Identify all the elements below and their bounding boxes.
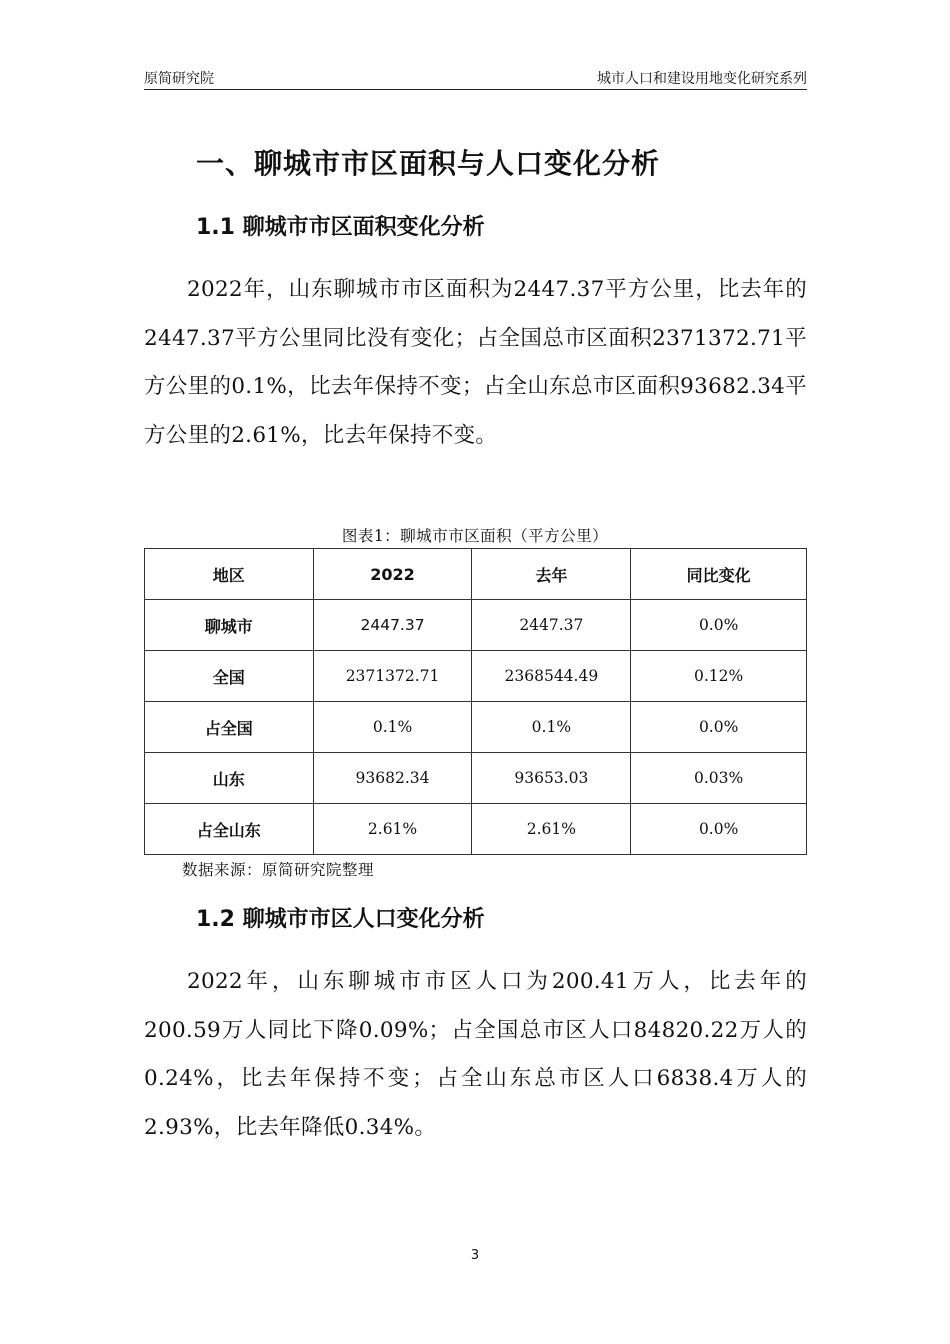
row-label: 占全国 [145,702,314,753]
row-label: 聊城市 [145,600,314,651]
header-cell-region: 地区 [145,549,314,600]
table-cell: 0.12% [631,651,807,702]
table-cell: 2.61% [313,804,472,855]
table-row [145,804,807,855]
population-paragraph: 2022年，山东聊城市市区人口为200.41万人，比去年的200.59万人同比下降0.09%；占全国总市区人口84820.22万人的0.24%，比去年保持不变；占全山东总市区人口6838.4万人的2.93%，比去年降低0.34%。 [144,969,807,1140]
table-cell: 0.03% [631,753,807,804]
table-cell: 2371372.71 [313,651,472,702]
page-header [144,64,807,90]
table-cell: 0.0% [631,702,807,753]
header-cell-last-year: 去年 [472,549,631,600]
page-number: 3 [470,1248,480,1263]
table-cell: 2368544.49 [472,651,631,702]
chapter-title: 一、聊城市市区面积与人口变化分析 [196,147,661,180]
table-cell: 93653.03 [472,753,631,804]
data-source-note: 数据来源：原简研究院整理 [182,861,375,879]
table-row [145,753,807,804]
table-cell: 2447.37 [313,600,472,651]
table-cell: 0.0% [631,804,807,855]
table-cell: 0.1% [313,702,472,753]
table-cell: 0.0% [631,600,807,651]
area-table [144,548,807,855]
header-series-title: 城市人口和建设用地变化研究系列 [597,71,807,87]
table-header-row [145,549,807,600]
header-cell-yoy-change: 同比变化 [631,549,807,600]
table-row [145,600,807,651]
row-label: 山东 [145,753,314,804]
section-heading-area: 1.1 聊城市市区面积变化分析 [196,215,485,240]
header-cell-2022: 2022 [313,549,472,600]
table-cell: 2447.37 [472,600,631,651]
table-cell: 93682.34 [313,753,472,804]
header-org-name: 原简研究院 [144,71,214,87]
row-label: 占全山东 [145,804,314,855]
area-paragraph: 2022年，山东聊城市市区面积为2447.37平方公里，比去年的2447.37平方公里同比没有变化；占全国总市区面积2371372.71平方公里的0.1%，比去年保持不变；占全山东总市区面积93682.34平方公里的2.61%，比去年保持不变。 [144,277,807,448]
row-label: 全国 [145,651,314,702]
table-row [145,651,807,702]
table-cell: 2.61% [472,804,631,855]
section-heading-population: 1.2 聊城市市区人口变化分析 [196,907,485,932]
table-cell: 0.1% [472,702,631,753]
table-row [145,702,807,753]
table-caption: 图表1：聊城市市区面积（平方公里） [341,527,609,545]
